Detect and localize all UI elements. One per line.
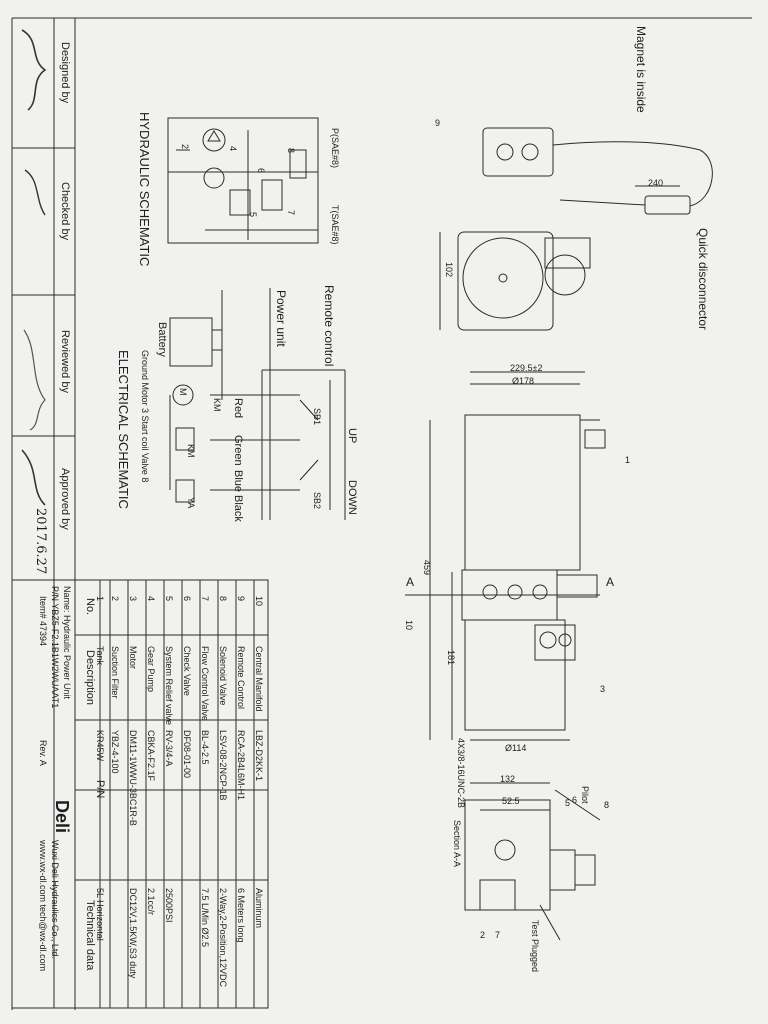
table-cell-no: 9 — [236, 596, 246, 602]
test-plugged-label: Test Plugged — [530, 920, 540, 973]
table-cell-no: 5 — [164, 596, 174, 602]
approved-date: 2017.6.27 — [33, 508, 48, 575]
pilot-label: Pilot — [580, 786, 590, 804]
reviewed-by-label: Reviewed by — [59, 330, 71, 393]
mount-thread: 4X3/8-16UNC-2B — [456, 738, 466, 809]
table-header-no: No. — [84, 598, 96, 616]
table-cell-description: System Relief valve — [164, 646, 174, 726]
mechanical-drawing-lines — [405, 128, 712, 940]
table-cell-description: Remote Control — [236, 646, 246, 710]
electrical-schematic-lines — [170, 288, 345, 520]
callout-10: 10 — [404, 620, 414, 631]
hyd-num-7: 7 — [286, 210, 296, 216]
approved-by-label: Approved by — [59, 468, 71, 530]
section-a-right: A — [606, 575, 615, 589]
table-cell-tech: 2.1cc/r — [146, 888, 156, 916]
section-a-left: A — [406, 575, 415, 589]
dim-52: 52.5 — [502, 796, 520, 806]
quick-disconnector-label: Quick disconnector — [696, 228, 710, 331]
table-cell-tech: Aluminum — [254, 888, 264, 929]
product-pn: P/N YBZ5-F2.1B1W2WUAAT1 — [50, 586, 60, 709]
table-cell-pn: LSV-08-2NCP-1B — [218, 730, 228, 801]
table-cell-description: Solenoid Valve — [218, 646, 228, 706]
table-cell-no: 8 — [218, 596, 228, 602]
table-cell-pn: BL-4-2.5 — [200, 730, 210, 765]
hyd-num-6: 6 — [256, 168, 266, 174]
motor-symbol-label: M — [178, 388, 188, 396]
callout-7: 7 — [495, 930, 501, 940]
dim-459: 459 — [422, 560, 432, 576]
table-cell-tech: DC12V,1.5KW,S3 duty — [128, 888, 138, 979]
sb1-label: SB1 — [312, 408, 322, 426]
table-cell-description: Suction Filter — [110, 646, 120, 699]
dim-102: 102 — [444, 262, 454, 278]
table-cell-tech: 2-Way,2-Position,12VDC — [218, 888, 228, 988]
product-rev: Rev. A — [38, 740, 48, 766]
table-cell-description: Tank — [95, 646, 105, 666]
table-cell-pn: RV-3/4-A — [164, 730, 174, 767]
designed-by-label: Designed by — [59, 42, 71, 104]
remote-control-label: Remote control — [322, 285, 336, 367]
table-cell-tech: 6 Meters long — [236, 888, 246, 943]
hyd-num-8: 8 — [286, 148, 296, 154]
table-cell-tech: 5L Horizontal — [95, 888, 105, 941]
table-cell-no: 6 — [182, 596, 192, 602]
table-cell-no: 2 — [110, 596, 120, 602]
electrical-legend: Ground Motor 3 Start coil Valve 8 — [140, 350, 150, 483]
table-cell-no: 4 — [146, 596, 156, 602]
callout-3: 3 — [600, 684, 606, 694]
valve-ya-label: YA — [186, 497, 196, 509]
table-cell-no: 10 — [254, 596, 264, 607]
electrical-schematic-title: ELECTRICAL SCHEMATIC — [116, 350, 131, 509]
port-t: T(SAE#8) — [330, 205, 340, 245]
table-cell-description: Gear Pump — [146, 646, 156, 693]
dim-178: Ø178 — [512, 376, 535, 386]
callout-5: 5 — [565, 798, 571, 808]
table-cell-description: Motor — [128, 646, 138, 670]
table-cell-pn: LBZ-D2KK-1 — [254, 730, 264, 782]
hyd-num-4: 4 — [228, 146, 238, 152]
down-label: DOWN — [346, 480, 358, 515]
hyd-num-5: 5 — [248, 212, 258, 218]
table-cell-pn: CBKA-F2.1F — [146, 730, 156, 782]
km-label-2: KM — [186, 444, 196, 458]
table-header-tech: Technical data — [84, 900, 96, 971]
callout-6: 6 — [572, 795, 578, 805]
company-name: Wuxi Deli Hydraulics Co., Ltd. — [50, 840, 60, 959]
wire-green: Green — [232, 435, 244, 466]
table-cell-pn: YBZ-4-100 — [110, 730, 120, 774]
port-p: P(SAE#8) — [330, 128, 340, 169]
km-label-1: KM — [212, 398, 222, 412]
dim-114: Ø114 — [505, 743, 527, 753]
hydraulic-schematic-title: HYDRAULIC SCHEMATIC — [137, 112, 152, 267]
magnet-note: Magnet is inside — [634, 26, 648, 113]
power-unit-label: Power unit — [274, 290, 288, 347]
table-cell-no: 3 — [128, 596, 138, 602]
callout-1: 1 — [625, 455, 631, 465]
table-header-pn: P/N — [94, 780, 106, 799]
table-cell-tech: 2500PSI — [164, 888, 174, 923]
section-label: Section A-A — [452, 820, 462, 868]
table-cell-description: Flow Control Valve — [200, 646, 210, 721]
callout-8: 8 — [604, 800, 610, 810]
product-item: Item# 47394 — [38, 596, 48, 647]
table-cell-pn: KR45W — [95, 730, 105, 762]
dim-229: 229.5±2 — [510, 363, 543, 373]
hyd-num-2: 2 — [180, 144, 190, 150]
table-cell-pn: RCA-2B4L6M-H1 — [236, 730, 246, 801]
company-logo: Deli — [52, 800, 72, 834]
checked-by-label: Checked by — [59, 182, 71, 241]
product-name: Name: Hydraulic Power Unit — [62, 586, 72, 700]
dim-132: 132 — [500, 774, 516, 784]
dim-240: 240 — [648, 178, 664, 188]
wire-black: Black — [232, 495, 244, 522]
table-cell-no: 1 — [95, 596, 105, 602]
battery-label: Battery — [156, 322, 168, 357]
sb2-label: SB2 — [312, 492, 322, 510]
table-cell-description: Check Valve — [182, 646, 192, 696]
table-cell-pn: DF08-01-00 — [182, 730, 192, 779]
wire-blue: Blue — [232, 470, 244, 493]
table-cell-no: 7 — [200, 596, 210, 602]
company-contact: www.wx-dl.com tech@wx-dl.com — [38, 840, 48, 972]
table-cell-description: Central Manifold — [254, 646, 264, 712]
dim-181: 181 — [446, 650, 456, 666]
table-cell-pn: DM11-1WWU-3BC1R-B — [128, 730, 138, 826]
wire-red: Red — [232, 398, 244, 419]
callout-2: 2 — [480, 930, 486, 940]
up-label: UP — [346, 428, 358, 444]
table-header-description: Description — [84, 650, 96, 706]
callout-9: 9 — [435, 118, 441, 128]
hydraulic-schematic-lines — [168, 118, 318, 243]
table-cell-tech: 7.5 L/Min Ø2.5 — [200, 888, 210, 948]
